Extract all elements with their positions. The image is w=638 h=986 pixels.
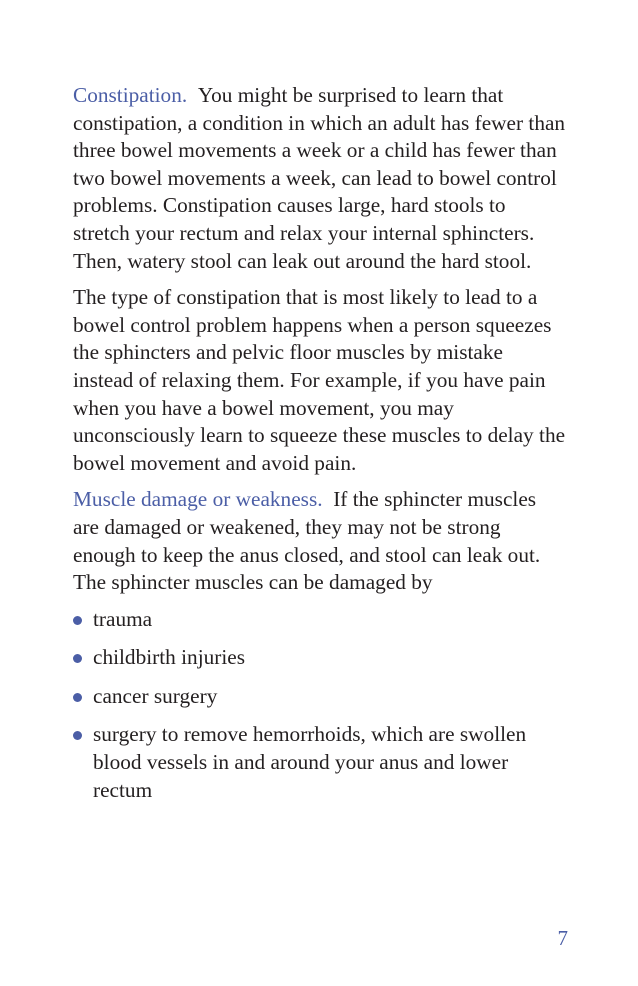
list-item-text: trauma — [93, 606, 153, 631]
text-muscle-damage: If the sphincter muscles are damaged or weakened, they may not be strong enough to keep the anus closed, and stool can leak out. The sphincter muscles can be damaged by — [73, 487, 541, 595]
heading-muscle-damage: Muscle damage or weakness. — [73, 487, 323, 512]
list-item-text: surgery to remove hemorrhoids, which are swollen blood vessels in and around your anus and lower rectum — [93, 722, 527, 802]
bullet-icon — [73, 693, 82, 702]
paragraph-muscle-damage — [73, 486, 567, 596]
list-item — [73, 644, 567, 672]
bullet-icon — [73, 616, 82, 625]
page-number: 7 — [557, 926, 568, 950]
text-constipation-type: The type of constipation that is most likely to lead to a bowel control problem happens when a person squeezes the sphincters and pelvic floor muscles by mistake instead of relaxing them. For example, if you have pain when you have a bowel movement, you may unconsciously learn to squeeze these muscles to delay the bowel movement and avoid pain. — [73, 285, 566, 475]
list-item — [73, 683, 567, 711]
heading-constipation: Constipation. — [73, 83, 188, 107]
list-item — [73, 606, 567, 634]
paragraph-constipation — [73, 82, 567, 275]
page-content — [73, 82, 567, 815]
bullet-list — [73, 606, 567, 805]
list-item-text: cancer surgery — [93, 683, 218, 708]
list-item — [73, 721, 567, 804]
paragraph-constipation-type — [73, 284, 567, 477]
bullet-icon — [73, 731, 82, 740]
bullet-icon — [73, 654, 82, 663]
list-item-text: childbirth injuries — [93, 645, 246, 670]
text-constipation: You might be surprised to learn that constipation, a condition in which an adult has fewer than three bowel movements a week or a child has fewer than two bowel movements a week, can lead to bowel control problems. Constipation causes large, hard stools to stretch your rectum and relax your internal sphincters. Then, watery stool can leak out around the hard stool. — [73, 83, 566, 273]
